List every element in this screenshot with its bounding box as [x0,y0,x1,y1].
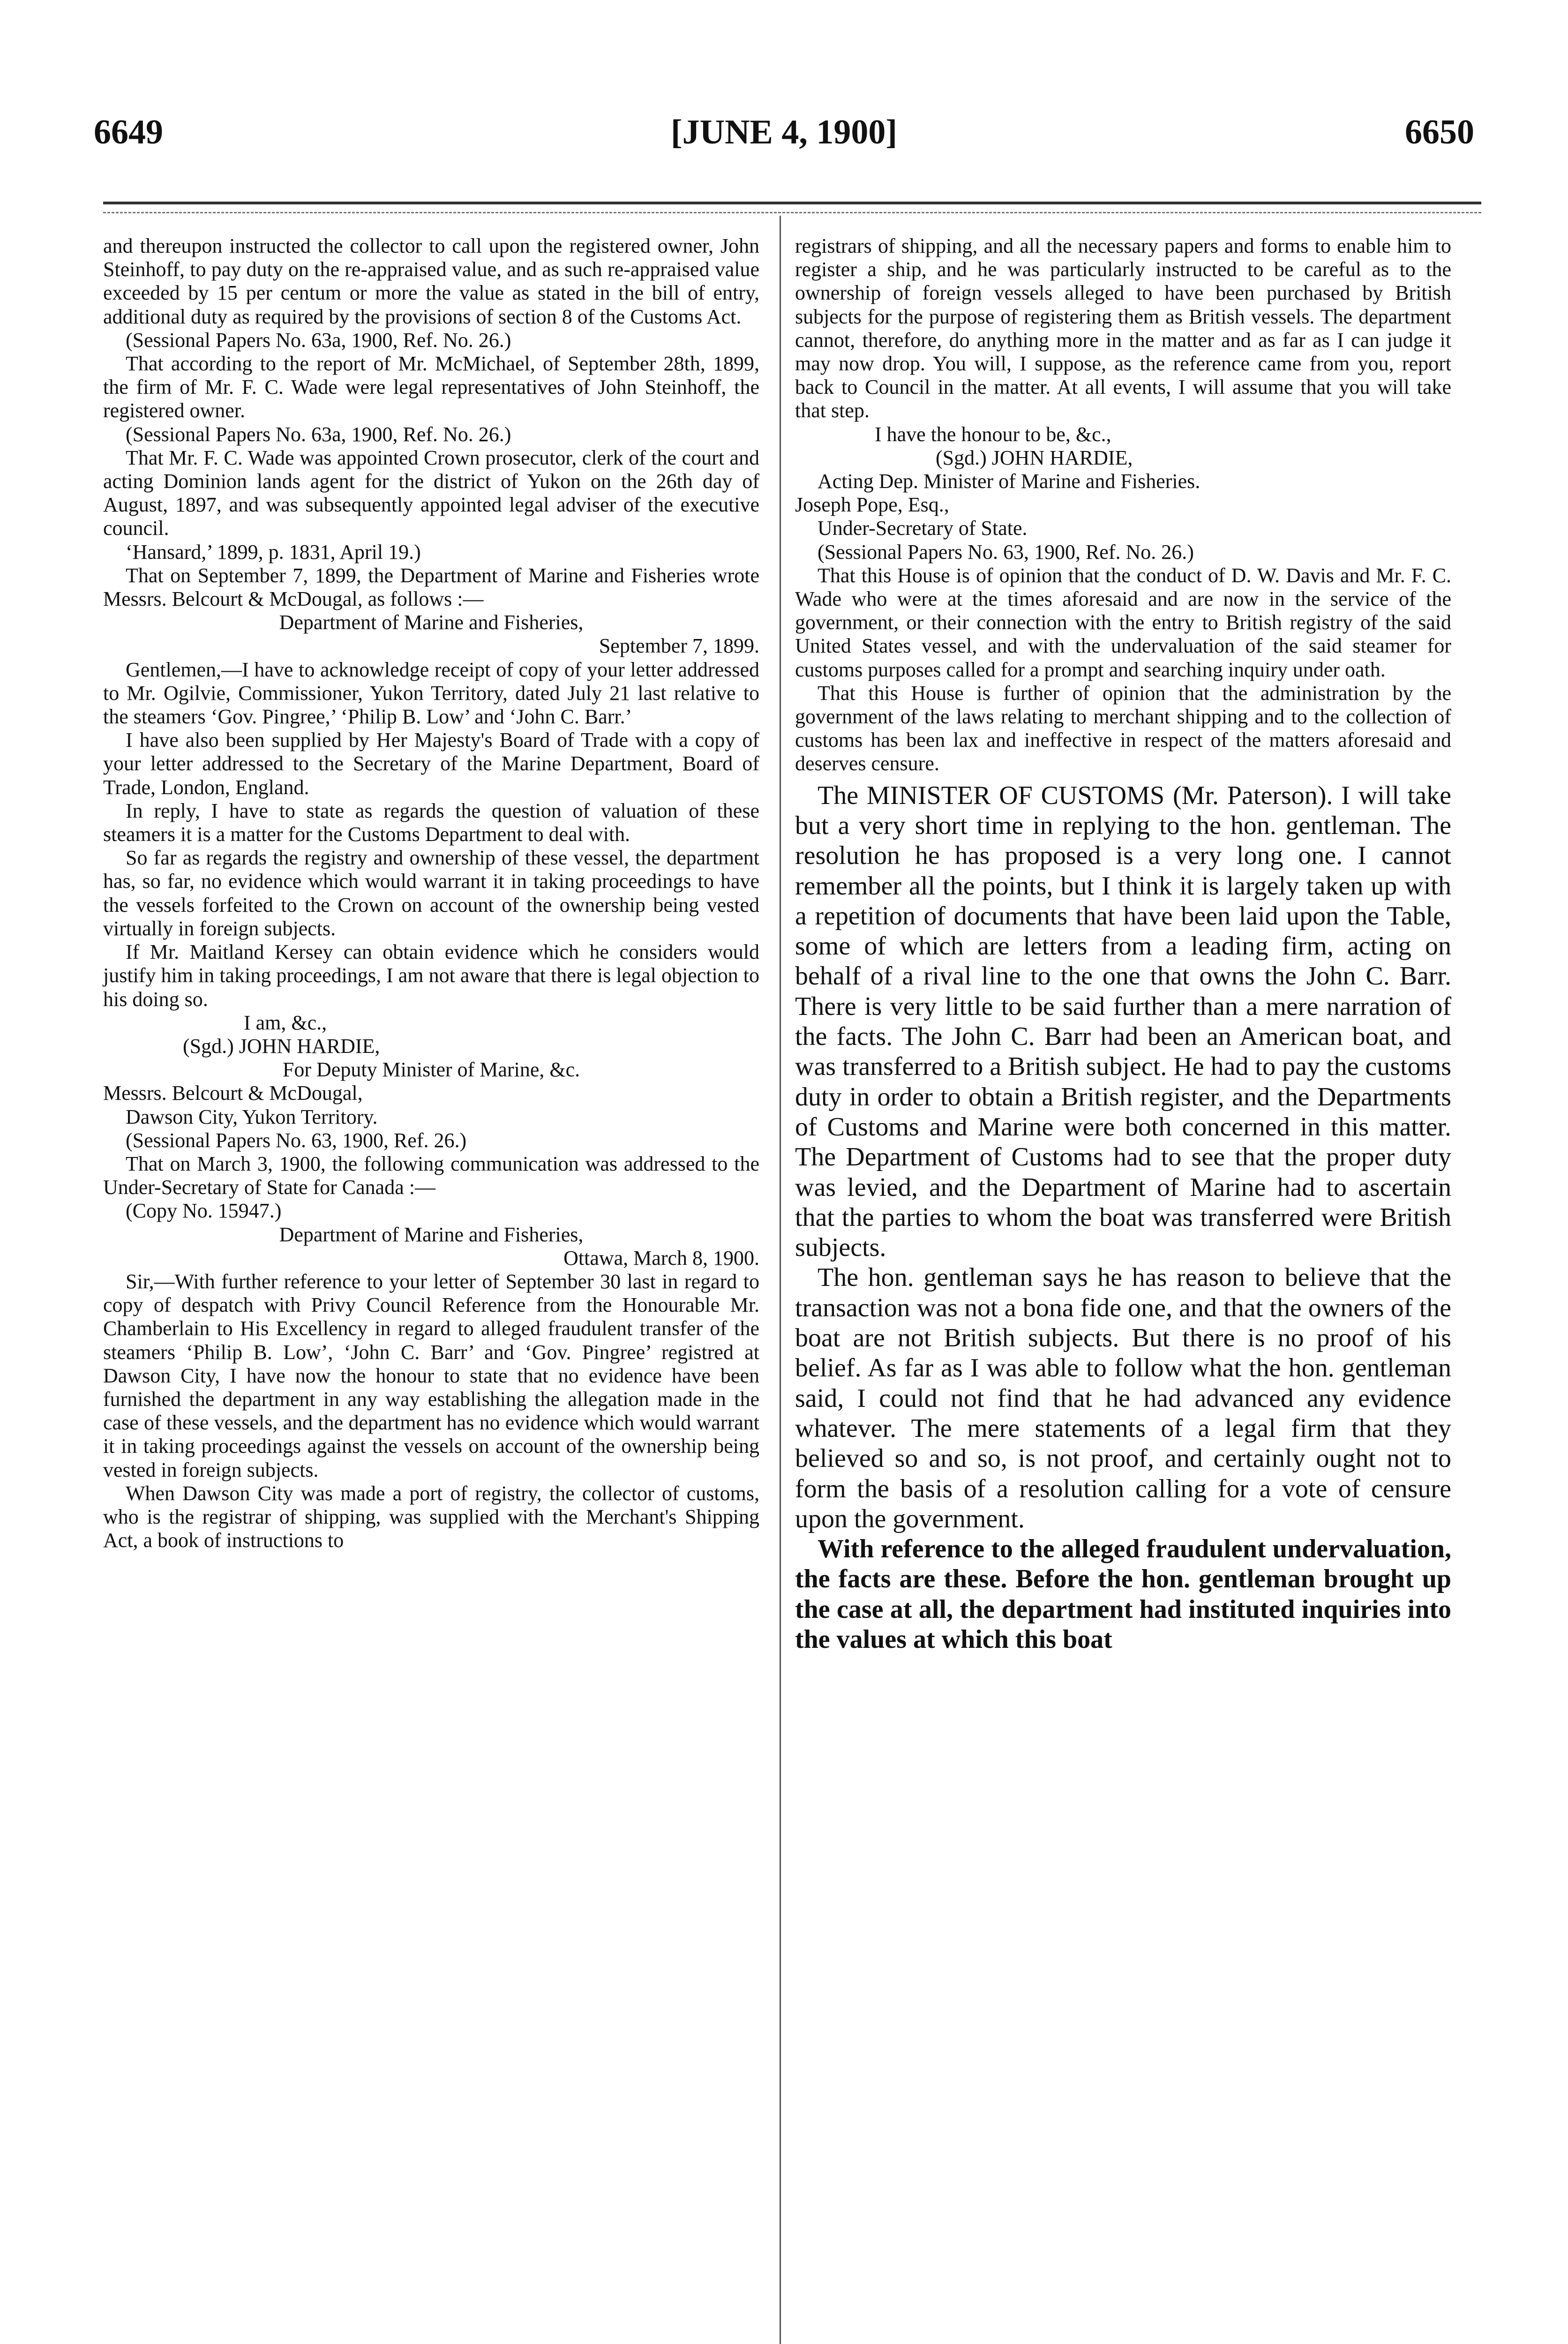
paragraph: (Sessional Papers No. 63, 1900, Ref. 26.) [126,1128,467,1152]
paragraph: In reply, I have to state as regards the question of valuation of these steamers it is a matter for the Customs Department to deal with. [103,799,759,846]
paragraph: I have also been supplied by Her Majesty's Board of Trade with a copy of your letter addressed to the Secretary of the Marine Department, Board of Trade, London, England. [103,729,759,799]
letterhead-line: Department of Marine and Fisheries, [279,611,584,634]
paragraph: That Mr. F. C. Wade was appointed Crown prosecutor, clerk of the court and acting Dominion lands agent for the district of Yukon on the 26th day of August, 1897, and was subsequently appointed legal adviser of the executive council. [103,446,759,540]
header-date: [JUNE 4, 1900] [670,113,898,151]
paragraph: Sir,—With further reference to your letter of September 30 last in regard to copy of despatch with Privy Council Reference from the Honourable Mr. Chamberlain to His Excellency in regard to alleged fraudulent transfer of the steamers ‘Philip B. Low’, ‘John C. Barr’ and ‘Gov. Pingree’ registred at Dawson City, I have now the honour to state that no evidence have been furnished the department in any way establishing the allegation made in the case of these vessels, and the department has no evidence which would warrant it in taking proceedings against the vessels on account of the ownership being vested in foreign subjects. [103,1270,759,1481]
paragraph: (Sessional Papers No. 63a, 1900, Ref. No. 26.) [126,328,511,352]
paragraph: That this House is of opinion that the conduct of D. W. Davis and Mr. F. C. Wade who were at the times aforesaid and are now in the service of the government, or their connection with the entry to British registry of the said United States vessel, and with the undervaluation of the said steamer for customs purposes called for a prompt and searching inquiry under oath. [795,563,1451,681]
left-column [103,234,759,1552]
paragraph: (Sessional Papers No. 63, 1900, Ref. No. 26.) [818,540,1194,563]
paragraph: That according to the report of Mr. McMichael, of September 28th, 1899, the firm of Mr. F. C. Wade were legal representatives of John Steinhoff, the registered owner. [103,352,759,422]
speech-paragraph: The hon. gentleman says he has reason to believe that the transaction was not a bona fide one, and that the owners of the boat are not British subjects. But there is no proof of his belief. As far as I was able to follow what the hon. gentleman said, I could not find that he had advanced any evidence whatever. The mere statements of a legal firm that they believed so and so, is not proof, and certainly ought not to form the basis of a resolution calling for a vote of censure upon the government. [795,1263,1451,1533]
speech-paragraph: With reference to the alleged fraudulent undervaluation, the facts are these. Before the hon. gentleman brought up the case at all, the department had instituted inquiries into the values at which this boat [795,1534,1451,1654]
signature-title: For Deputy Minister of Marine, &c. [282,1058,580,1082]
letter-closing: I am, &c., [244,1011,327,1034]
paragraph: and thereupon instructed the collector to call upon the registered owner, John Steinhoff, to pay duty on the re-appraised value, and as such re-appraised value exceeded by 15 per centum or more the value as stated in the bill of entry, additional duty as required by the provisions of section 8 of the Customs Act. [103,234,759,328]
page-number-right: 6650 [1405,113,1474,151]
letterhead-line: Department of Marine and Fisheries, [279,1223,584,1246]
letter-date: Ottawa, March 8, 1900. [563,1246,759,1270]
addressee-title: Under-Secretary of State. [818,517,1028,540]
paragraph: So far as regards the registry and ownership of these vessel, the department has, so far, no evidence which would warrant it in taking proceedings to have the vessels forfeited to the Crown on account of the ownership being vested virtually in foreign subjects. [103,846,759,940]
right-column [795,234,1451,1654]
speech-paragraph: The MINISTER OF CUSTOMS (Mr. Paterson). I will take but a very short time in replying to the hon. gentleman. The resolution he has proposed is a very long one. I cannot remember all the points, but I think it is largely taken up with a repetition of documents that have been laid upon the Table, some of which are letters from a leading firm, acting on behalf of a rival line to the one that owns the John C. Barr. There is very little to be said further than a mere narration of the facts. The John C. Barr had been an American boat, and was transferred to a British subject. He had to pay the customs duty in order to obtain a British register, and the Departments of Customs and Marine were both concerned in this matter. The Department of Customs had to see that the proper duty was levied, and the Department of Marine had to ascertain that the parties to whom the boat was transferred were British subjects. [795,781,1451,1262]
paragraph: If Mr. Maitland Kersey can obtain evidence which he considers would justify him in taking proceedings, I am not aware that there is legal objection to his doing so. [103,940,759,1011]
header-rule [103,202,1481,204]
addressee-location: Dawson City, Yukon Territory. [126,1105,378,1128]
column-divider [780,216,781,2344]
spacer [795,776,1451,781]
letter-signature: (Sgd.) JOHN HARDIE, [183,1034,380,1058]
paragraph: When Dawson City was made a port of registry, the collector of customs, who is the registrar of shipping, was supplied with the Merchant's Shipping Act, a book of instructions to [103,1481,759,1552]
page-number-left: 6649 [94,113,163,151]
signature-title: Acting Dep. Minister of Marine and Fisheries. [818,470,1200,493]
paragraph: registrars of shipping, and all the necessary papers and forms to enable him to register a ship, and he was particularly instructed to be careful as to the ownership of foreign vessels alleged to have been purchased by British subjects for the purpose of registering them as British vessels. The department cannot, therefore, do anything more in the matter and as far as I can judge it may now drop. You will, I suppose, as the reference came from you, report back to Council in the matter. At all events, I will assume that you will take that step. [795,234,1451,422]
paragraph: That on March 3, 1900, the following communication was addressed to the Under-Secretary of State for Canada :— [103,1152,759,1199]
header-rule-dashed [103,212,1481,214]
paragraph: (Sessional Papers No. 63a, 1900, Ref. No. 26.) [126,422,511,446]
paragraph: (Copy No. 15947.) [126,1199,282,1223]
addressee: Messrs. Belcourt & McDougal, [103,1082,363,1105]
letter-date: September 7, 1899. [599,634,759,658]
page-header [94,113,1474,164]
letter-signature: (Sgd.) JOHN HARDIE, [936,446,1133,469]
letter-closing: I have the honour to be, &c., [875,422,1111,446]
paragraph: That on September 7, 1899, the Department of Marine and Fisheries wrote Messrs. Belcourt & McDougal, as follows :— [103,563,759,611]
paragraph: Gentlemen,—I have to acknowledge receipt of copy of your letter addressed to Mr. Ogilvie, Commissioner, Yukon Territory, dated July 21 last relative to the steamers ‘Gov. Pingree,’ ‘Philip B. Low’ and ‘John C. Barr.’ [103,658,759,729]
paragraph: That this House is further of opinion that the administration by the government of the laws relating to merchant shipping and to the collection of customs has been lax and ineffective in respect of the matters aforesaid and deserves censure. [795,681,1451,775]
addressee: Joseph Pope, Esq., [795,493,949,517]
paragraph: ‘Hansard,’ 1899, p. 1831, April 19.) [126,540,421,563]
